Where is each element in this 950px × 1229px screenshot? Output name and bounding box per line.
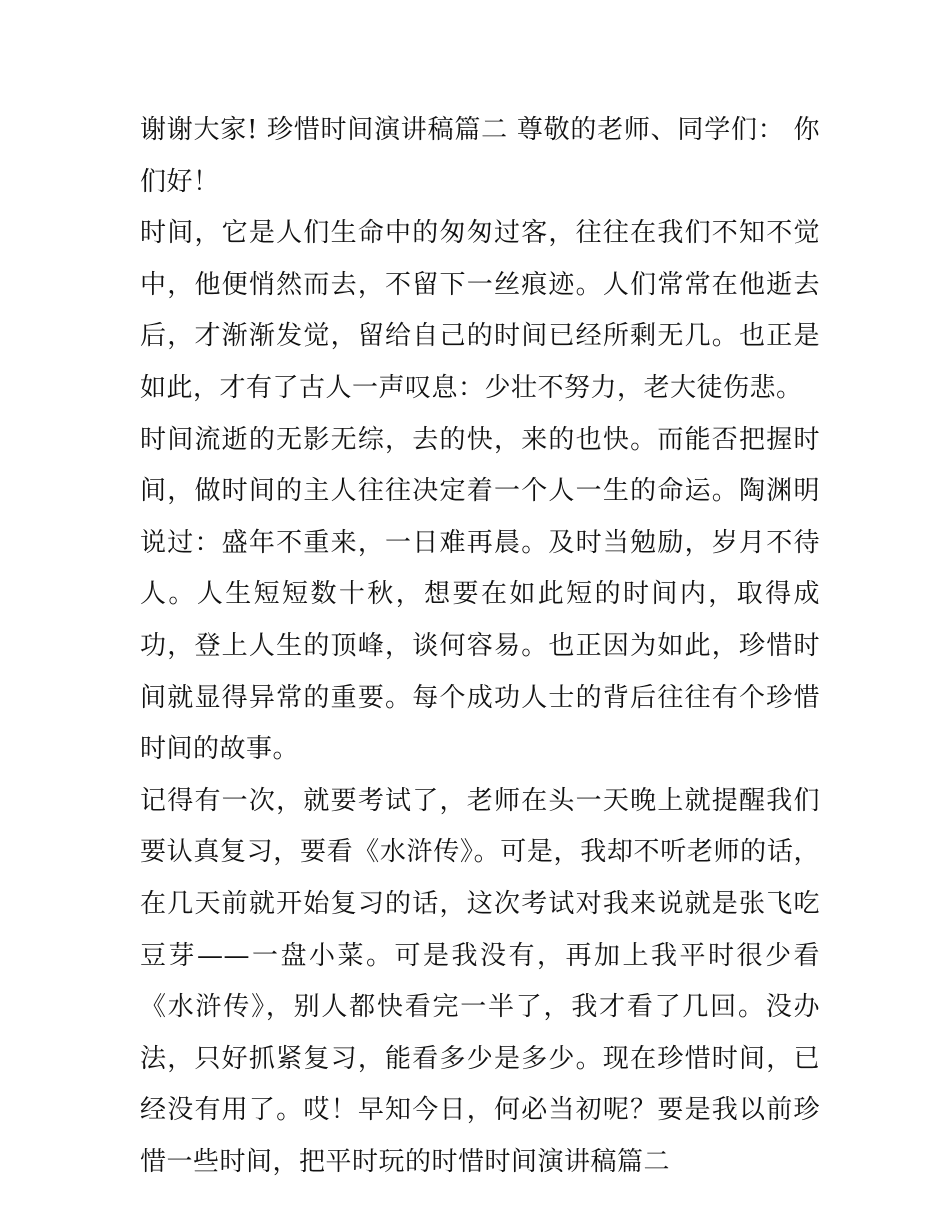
paragraph-exam-story: 记得有一次，就要考试了，老师在头一天晚上就提醒我们要认真复习，要看《水浒传》。可是，我却不听老师的话，在几天前就开始复习的话，这次考试对我来说就是张飞吃豆芽——一盘小菜。可是我没有，再加上我平时很少看《水浒传》，别人都快看完一半了，我才看了几回。没办法，只好抓紧复习，能看多少是多少。现在珍惜时间，已经没有用了。哎！早知今日，何必当初呢？要是我以前珍惜一些时间，把平时玩的时惜时间演讲稿篇二 (140, 785, 820, 1177)
paragraph-grasp-time: 时间流逝的无影无综，去的快，来的也快。而能否把握时间，做时间的主人往往决定着一个人一生的命运。陶渊明说过：盛年不重来，一日难再晨。及时当勉励，岁月不待人。人生短短数十秋，想要在如此短的时间内，取得成功，登上人生的顶峰，谈何容易。也正因为如此，珍惜时间就显得异常的重要。每个成功人士的背后往往有个珍惜时间的故事。 (140, 424, 820, 765)
paragraph-greeting: 谢谢大家! 珍惜时间演讲稿篇二 尊敬的老师、同学们： 你们好！ (140, 115, 820, 197)
document-body (140, 105, 820, 1188)
paragraph-time-passing: 时间，它是人们生命中的匆匆过客，往往在我们不知不觉中，他便悄然而去，不留下一丝痕迹。人们常常在他逝去后，才渐渐发觉，留给自己的时间已经所剩无几。也正是如此，才有了古人一声叹息：少壮不努力，老大徒伤悲。 (140, 218, 820, 403)
